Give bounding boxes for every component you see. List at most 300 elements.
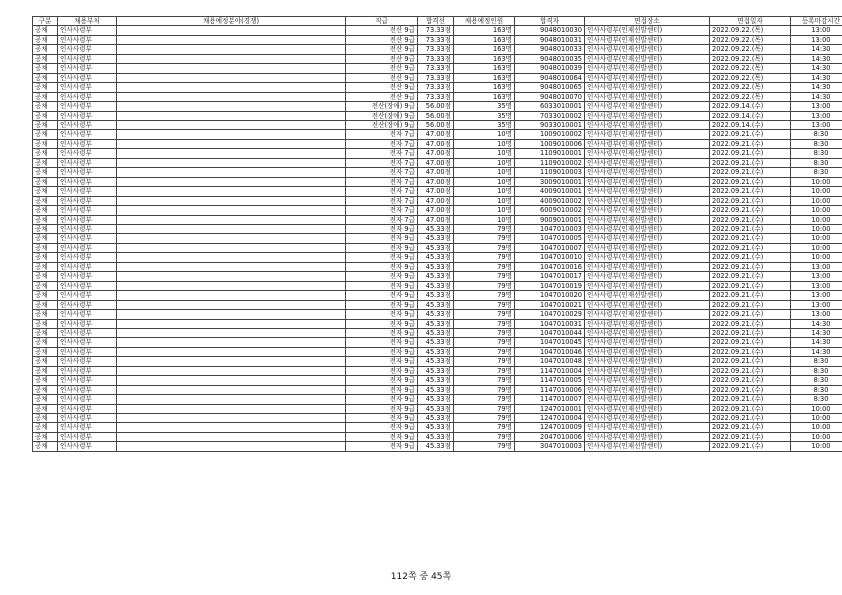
table-row	[33, 35, 842, 44]
cell-interview-place: 인사사령부(인재선발센터)	[585, 262, 710, 271]
cell-interview-place: 인사사령부(인재선발센터)	[585, 83, 710, 92]
cell-interview-place: 인사사령부(인재선발센터)	[585, 149, 710, 158]
cell-interview-date: 2022.09.21.(수)	[710, 376, 791, 385]
cell-deadline: 13:00	[791, 300, 842, 309]
cell-interview-place: 인사사령부(인재선발센터)	[585, 328, 710, 337]
cell-interview-date: 2022.09.21.(수)	[710, 423, 791, 432]
table-row	[33, 102, 842, 111]
header-field: 채용예정분야(경쟁)	[117, 17, 346, 26]
cell-grade: 전자 9급	[346, 328, 418, 337]
cell-planned-count: 79명	[454, 414, 515, 423]
page-number: 112쪽 중 45쪽	[390, 572, 452, 582]
cell-cutoff: 73.33점	[418, 73, 454, 82]
cell-grade: 전자 9급	[346, 291, 418, 300]
cell-planned-count: 79명	[454, 300, 515, 309]
table-row	[33, 149, 842, 158]
cell-deadline: 13:00	[791, 291, 842, 300]
cell-passer-id: 1109010003	[515, 168, 585, 177]
cell-passer-id: 6033010001	[515, 102, 585, 111]
cell-interview-place: 인사사령부(인재선발센터)	[585, 111, 710, 120]
cell-field	[117, 366, 346, 375]
cell-grade: 전산 9급	[346, 45, 418, 54]
cell-deadline: 8:30	[791, 366, 842, 375]
cell-field	[117, 253, 346, 262]
cell-planned-count: 79명	[454, 328, 515, 337]
cell-planned-count: 163명	[454, 83, 515, 92]
cell-planned-count: 79명	[454, 224, 515, 233]
cell-interview-place: 인사사령부(인재선발센터)	[585, 357, 710, 366]
table-body	[33, 26, 842, 451]
cell-field	[117, 177, 346, 186]
cell-cutoff: 56.00점	[418, 120, 454, 129]
cell-interview-date: 2022.09.22.(목)	[710, 64, 791, 73]
cell-field	[117, 414, 346, 423]
cell-category: 공채	[33, 442, 58, 451]
cell-grade: 전자 9급	[346, 404, 418, 413]
cell-field	[117, 92, 346, 101]
cell-interview-place: 인사사령부(인재선발센터)	[585, 414, 710, 423]
cell-department: 인사사령부	[58, 262, 117, 271]
cell-planned-count: 163명	[454, 45, 515, 54]
cell-passer-id: 2047010006	[515, 432, 585, 441]
cell-grade: 전자 9급	[346, 272, 418, 281]
cell-interview-place: 인사사령부(인재선발센터)	[585, 139, 710, 148]
cell-cutoff: 45.33점	[418, 319, 454, 328]
table-row	[33, 414, 842, 423]
cell-category: 공채	[33, 357, 58, 366]
cell-grade: 전자 9급	[346, 442, 418, 451]
cell-passer-id: 9048010030	[515, 26, 585, 35]
cell-grade: 전자 9급	[346, 385, 418, 394]
cell-grade: 전산 9급	[346, 73, 418, 82]
cell-cutoff: 47.00점	[418, 168, 454, 177]
cell-interview-date: 2022.09.22.(목)	[710, 73, 791, 82]
cell-interview-place: 인사사령부(인재선발센터)	[585, 102, 710, 111]
cell-category: 공채	[33, 338, 58, 347]
cell-passer-id: 1047010044	[515, 328, 585, 337]
cell-category: 공채	[33, 234, 58, 243]
cell-grade: 전자 9급	[346, 347, 418, 356]
cell-grade: 전자 9급	[346, 366, 418, 375]
cell-planned-count: 79명	[454, 243, 515, 252]
cell-passer-id: 6009010002	[515, 206, 585, 215]
table-row	[33, 54, 842, 63]
cell-grade: 전자 7급	[346, 196, 418, 205]
cell-category: 공채	[33, 83, 58, 92]
cell-interview-place: 인사사령부(인재선발센터)	[585, 196, 710, 205]
cell-department: 인사사령부	[58, 338, 117, 347]
cell-grade: 전자 7급	[346, 206, 418, 215]
cell-category: 공채	[33, 224, 58, 233]
cell-planned-count: 10명	[454, 206, 515, 215]
cell-planned-count: 79명	[454, 253, 515, 262]
cell-planned-count: 35명	[454, 120, 515, 129]
header-department: 채용부처	[58, 17, 117, 26]
table-row	[33, 64, 842, 73]
cell-grade: 전산(장애) 9급	[346, 102, 418, 111]
cell-category: 공채	[33, 253, 58, 262]
cell-deadline: 13:00	[791, 120, 842, 129]
cell-department: 인사사령부	[58, 234, 117, 243]
cell-interview-date: 2022.09.21.(수)	[710, 130, 791, 139]
cell-interview-place: 인사사령부(인재선발센터)	[585, 130, 710, 139]
cell-planned-count: 79명	[454, 395, 515, 404]
cell-category: 공채	[33, 73, 58, 82]
cell-field	[117, 376, 346, 385]
cell-deadline: 14:30	[791, 54, 842, 63]
table-row	[33, 338, 842, 347]
cell-interview-date: 2022.09.21.(수)	[710, 366, 791, 375]
cell-department: 인사사령부	[58, 442, 117, 451]
cell-deadline: 14:30	[791, 347, 842, 356]
cell-field	[117, 215, 346, 224]
cell-planned-count: 79명	[454, 423, 515, 432]
cell-field	[117, 64, 346, 73]
cell-cutoff: 45.33점	[418, 357, 454, 366]
cell-passer-id: 7033010002	[515, 111, 585, 120]
cell-cutoff: 45.33점	[418, 300, 454, 309]
cell-cutoff: 47.00점	[418, 215, 454, 224]
cell-grade: 전산 9급	[346, 92, 418, 101]
cell-grade: 전산(장애) 9급	[346, 120, 418, 129]
cell-category: 공채	[33, 366, 58, 375]
cell-planned-count: 10명	[454, 215, 515, 224]
cell-planned-count: 79명	[454, 366, 515, 375]
cell-interview-date: 2022.09.14.(수)	[710, 102, 791, 111]
cell-department: 인사사령부	[58, 54, 117, 63]
table-row	[33, 168, 842, 177]
cell-grade: 전자 9급	[346, 432, 418, 441]
cell-field	[117, 357, 346, 366]
table-row	[33, 404, 842, 413]
cell-cutoff: 73.33점	[418, 64, 454, 73]
cell-interview-date: 2022.09.22.(목)	[710, 54, 791, 63]
cell-cutoff: 47.00점	[418, 130, 454, 139]
cell-field	[117, 111, 346, 120]
cell-passer-id: 1047010016	[515, 262, 585, 271]
cell-grade: 전자 7급	[346, 158, 418, 167]
cell-passer-id: 1047010019	[515, 281, 585, 290]
cell-planned-count: 163명	[454, 26, 515, 35]
cell-passer-id: 9048010064	[515, 73, 585, 82]
cell-interview-date: 2022.09.21.(수)	[710, 253, 791, 262]
cell-interview-place: 인사사령부(인재선발센터)	[585, 54, 710, 63]
cell-passer-id: 9048010033	[515, 45, 585, 54]
cell-interview-place: 인사사령부(인재선발센터)	[585, 234, 710, 243]
cell-interview-date: 2022.09.14.(수)	[710, 111, 791, 120]
cell-planned-count: 79명	[454, 376, 515, 385]
cell-category: 공채	[33, 168, 58, 177]
cell-planned-count: 79명	[454, 281, 515, 290]
cell-deadline: 8:30	[791, 130, 842, 139]
cell-cutoff: 45.33점	[418, 404, 454, 413]
cell-department: 인사사령부	[58, 328, 117, 337]
cell-grade: 전자 9급	[346, 253, 418, 262]
cell-planned-count: 10명	[454, 168, 515, 177]
cell-passer-id: 1047010048	[515, 357, 585, 366]
cell-interview-place: 인사사령부(인재선발센터)	[585, 243, 710, 252]
cell-deadline: 10:00	[791, 196, 842, 205]
cell-deadline: 13:00	[791, 26, 842, 35]
cell-department: 인사사령부	[58, 281, 117, 290]
cell-category: 공채	[33, 281, 58, 290]
cell-category: 공채	[33, 139, 58, 148]
cell-deadline: 8:30	[791, 357, 842, 366]
cell-category: 공채	[33, 149, 58, 158]
cell-interview-place: 인사사령부(인재선발센터)	[585, 26, 710, 35]
cell-passer-id: 1147010007	[515, 395, 585, 404]
cell-deadline: 8:30	[791, 376, 842, 385]
cell-passer-id: 9048010035	[515, 54, 585, 63]
cell-deadline: 10:00	[791, 224, 842, 233]
table-row	[33, 423, 842, 432]
cell-deadline: 13:00	[791, 102, 842, 111]
table-row	[33, 395, 842, 404]
cell-passer-id: 1247010004	[515, 414, 585, 423]
cell-passer-id: 1047010007	[515, 243, 585, 252]
cell-field	[117, 300, 346, 309]
cell-field	[117, 234, 346, 243]
cell-category: 공채	[33, 395, 58, 404]
cell-department: 인사사령부	[58, 168, 117, 177]
cell-passer-id: 1009010002	[515, 130, 585, 139]
table-row	[33, 366, 842, 375]
cell-passer-id: 1147010005	[515, 376, 585, 385]
table-row	[33, 291, 842, 300]
results-table	[32, 16, 842, 452]
table-row	[33, 158, 842, 167]
table-row	[33, 206, 842, 215]
table-row	[33, 224, 842, 233]
cell-department: 인사사령부	[58, 243, 117, 252]
cell-category: 공채	[33, 243, 58, 252]
header-cutoff: 합격선	[418, 17, 454, 26]
cell-passer-id: 4009010001	[515, 187, 585, 196]
table-row	[33, 310, 842, 319]
cell-grade: 전자 9급	[346, 319, 418, 328]
cell-field	[117, 291, 346, 300]
cell-passer-id: 1047010010	[515, 253, 585, 262]
cell-grade: 전자 9급	[346, 262, 418, 271]
cell-cutoff: 45.33점	[418, 385, 454, 394]
cell-field	[117, 272, 346, 281]
table-row	[33, 111, 842, 120]
cell-category: 공채	[33, 432, 58, 441]
cell-cutoff: 45.33점	[418, 442, 454, 451]
cell-interview-place: 인사사령부(인재선발센터)	[585, 423, 710, 432]
cell-category: 공채	[33, 92, 58, 101]
cell-deadline: 10:00	[791, 177, 842, 186]
cell-interview-place: 인사사령부(인재선발센터)	[585, 158, 710, 167]
cell-category: 공채	[33, 423, 58, 432]
cell-cutoff: 45.33점	[418, 272, 454, 281]
cell-category: 공채	[33, 45, 58, 54]
cell-category: 공채	[33, 414, 58, 423]
cell-planned-count: 79명	[454, 442, 515, 451]
cell-deadline: 14:30	[791, 73, 842, 82]
cell-cutoff: 45.33점	[418, 376, 454, 385]
cell-deadline: 13:00	[791, 272, 842, 281]
cell-passer-id: 1047010005	[515, 234, 585, 243]
cell-interview-place: 인사사령부(인재선발센터)	[585, 187, 710, 196]
cell-cutoff: 45.33점	[418, 338, 454, 347]
cell-department: 인사사령부	[58, 73, 117, 82]
cell-planned-count: 79명	[454, 385, 515, 394]
cell-planned-count: 163명	[454, 54, 515, 63]
cell-planned-count: 79명	[454, 347, 515, 356]
table-row	[33, 357, 842, 366]
cell-passer-id: 3047010003	[515, 442, 585, 451]
cell-passer-id: 9048010065	[515, 83, 585, 92]
cell-planned-count: 163명	[454, 35, 515, 44]
cell-category: 공채	[33, 310, 58, 319]
header-interview-place: 면접장소	[585, 17, 710, 26]
cell-cutoff: 45.33점	[418, 395, 454, 404]
cell-cutoff: 56.00점	[418, 102, 454, 111]
header-deadline: 등록마감시간	[791, 17, 842, 26]
cell-passer-id: 1047010021	[515, 300, 585, 309]
table-row	[33, 272, 842, 281]
cell-deadline: 10:00	[791, 404, 842, 413]
cell-deadline: 10:00	[791, 414, 842, 423]
cell-field	[117, 35, 346, 44]
header-interview-date: 면접일자	[710, 17, 791, 26]
cell-passer-id: 1247010001	[515, 404, 585, 413]
cell-planned-count: 163명	[454, 92, 515, 101]
cell-field	[117, 423, 346, 432]
cell-planned-count: 79명	[454, 432, 515, 441]
cell-interview-place: 인사사령부(인재선발센터)	[585, 291, 710, 300]
cell-planned-count: 79명	[454, 338, 515, 347]
cell-department: 인사사령부	[58, 83, 117, 92]
cell-passer-id: 4009010002	[515, 196, 585, 205]
cell-field	[117, 168, 346, 177]
cell-passer-id: 1147010004	[515, 366, 585, 375]
cell-deadline: 13:00	[791, 262, 842, 271]
cell-passer-id: 1047010031	[515, 319, 585, 328]
table-row	[33, 300, 842, 309]
cell-department: 인사사령부	[58, 120, 117, 129]
cell-category: 공채	[33, 347, 58, 356]
cell-grade: 전자 7급	[346, 139, 418, 148]
cell-interview-place: 인사사령부(인재선발센터)	[585, 404, 710, 413]
cell-category: 공채	[33, 262, 58, 271]
cell-interview-date: 2022.09.21.(수)	[710, 149, 791, 158]
cell-department: 인사사령부	[58, 149, 117, 158]
cell-interview-date: 2022.09.22.(목)	[710, 83, 791, 92]
cell-deadline: 14:30	[791, 83, 842, 92]
cell-grade: 전자 7급	[346, 168, 418, 177]
cell-grade: 전자 7급	[346, 177, 418, 186]
cell-passer-id: 1047010046	[515, 347, 585, 356]
table-row	[33, 92, 842, 101]
cell-cutoff: 47.00점	[418, 196, 454, 205]
table-row	[33, 262, 842, 271]
cell-interview-date: 2022.09.21.(수)	[710, 357, 791, 366]
cell-interview-place: 인사사령부(인재선발센터)	[585, 319, 710, 328]
cell-interview-date: 2022.09.21.(수)	[710, 385, 791, 394]
cell-category: 공채	[33, 177, 58, 186]
cell-planned-count: 163명	[454, 64, 515, 73]
cell-field	[117, 45, 346, 54]
cell-grade: 전산 9급	[346, 35, 418, 44]
cell-field	[117, 262, 346, 271]
cell-interview-date: 2022.09.21.(수)	[710, 177, 791, 186]
cell-department: 인사사령부	[58, 177, 117, 186]
cell-interview-place: 인사사령부(인재선발센터)	[585, 253, 710, 262]
cell-grade: 전자 9급	[346, 243, 418, 252]
cell-department: 인사사령부	[58, 26, 117, 35]
cell-deadline: 8:30	[791, 168, 842, 177]
cell-interview-place: 인사사령부(인재선발센터)	[585, 395, 710, 404]
cell-department: 인사사령부	[58, 300, 117, 309]
cell-grade: 전자 9급	[346, 376, 418, 385]
cell-planned-count: 79명	[454, 234, 515, 243]
cell-passer-id: 1047010045	[515, 338, 585, 347]
cell-interview-place: 인사사령부(인재선발센터)	[585, 177, 710, 186]
cell-department: 인사사령부	[58, 187, 117, 196]
cell-cutoff: 56.00점	[418, 111, 454, 120]
header-planned-count: 채용예정인원	[454, 17, 515, 26]
cell-field	[117, 432, 346, 441]
cell-interview-place: 인사사령부(인재선발센터)	[585, 120, 710, 129]
cell-grade: 전자 9급	[346, 234, 418, 243]
cell-planned-count: 79명	[454, 319, 515, 328]
table-row	[33, 139, 842, 148]
cell-field	[117, 395, 346, 404]
table-row	[33, 376, 842, 385]
cell-category: 공채	[33, 102, 58, 111]
cell-planned-count: 79명	[454, 404, 515, 413]
cell-grade: 전산 9급	[346, 83, 418, 92]
cell-interview-place: 인사사령부(인재선발센터)	[585, 300, 710, 309]
table-row	[33, 177, 842, 186]
cell-department: 인사사령부	[58, 139, 117, 148]
cell-deadline: 14:30	[791, 45, 842, 54]
cell-interview-date: 2022.09.21.(수)	[710, 395, 791, 404]
cell-interview-place: 인사사령부(인재선발센터)	[585, 272, 710, 281]
cell-department: 인사사령부	[58, 395, 117, 404]
table-row	[33, 45, 842, 54]
cell-category: 공채	[33, 300, 58, 309]
cell-interview-place: 인사사령부(인재선발센터)	[585, 347, 710, 356]
cell-interview-date: 2022.09.21.(수)	[710, 281, 791, 290]
cell-cutoff: 45.33점	[418, 432, 454, 441]
cell-interview-date: 2022.09.21.(수)	[710, 442, 791, 451]
cell-interview-place: 인사사령부(인재선발센터)	[585, 385, 710, 394]
cell-deadline: 13:00	[791, 281, 842, 290]
cell-interview-place: 인사사령부(인재선발센터)	[585, 338, 710, 347]
cell-department: 인사사령부	[58, 215, 117, 224]
cell-category: 공채	[33, 272, 58, 281]
cell-field	[117, 385, 346, 394]
cell-interview-date: 2022.09.21.(수)	[710, 158, 791, 167]
cell-cutoff: 73.33점	[418, 35, 454, 44]
cell-cutoff: 45.33점	[418, 310, 454, 319]
table-row	[33, 328, 842, 337]
cell-interview-place: 인사사령부(인재선발센터)	[585, 376, 710, 385]
cell-planned-count: 35명	[454, 111, 515, 120]
cell-grade: 전자 9급	[346, 423, 418, 432]
cell-department: 인사사령부	[58, 253, 117, 262]
cell-cutoff: 45.33점	[418, 243, 454, 252]
cell-grade: 전자 9급	[346, 300, 418, 309]
table-row	[33, 385, 842, 394]
table-row	[33, 120, 842, 129]
cell-planned-count: 163명	[454, 73, 515, 82]
cell-department: 인사사령부	[58, 357, 117, 366]
cell-deadline: 10:00	[791, 215, 842, 224]
